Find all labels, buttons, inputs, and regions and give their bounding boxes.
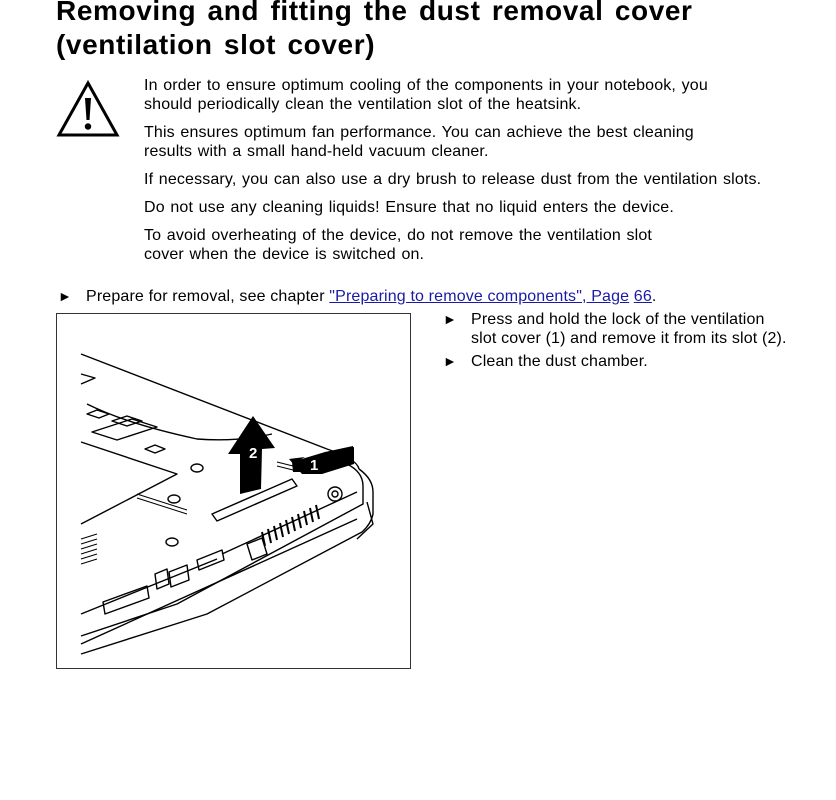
page-link[interactable]: 66 [633,288,652,305]
callout-2: 2 [249,445,258,462]
bullet-arrow-icon: ► [58,288,73,304]
callout-1: 1 [310,457,319,474]
title-line-2: (ventilation slot cover) [56,29,376,60]
warning-paragraph: Do not use any cleaning liquids! Ensure that no liquid enters the device. [144,199,674,216]
bullet-arrow-icon: ► [443,353,458,369]
warning-paragraph: To avoid overheating of the device, do not remove the ventilation slot cover when the device is switched on. [144,227,653,263]
step-press-lock: ► Press and hold the lock of the ventilation slot cover (1) and remove it from its slot (2). [443,311,787,347]
warning-paragraph: In order to ensure optimum cooling of the components in your notebook, you should periodically clean the ventilation slot of the heatsink. [144,77,708,113]
warning-triangle-icon [56,80,120,138]
warning-paragraph: This ensures optimum fan performance. You can achieve the best cleaning results with a small hand-held vacuum cleaner. [144,124,694,160]
warning-paragraph: If necessary, you can also use a dry brush to release dust from the ventilation slots. [144,171,762,188]
page-title [56,0,693,62]
notebook-underside-drawing [57,314,410,668]
bullet-arrow-icon: ► [443,311,458,327]
step-clean: ► Clean the dust chamber. [443,353,648,370]
chapter-link[interactable]: "Preparing to remove components", Page [329,288,630,305]
step-prepare: ► Prepare for removal, see chapter "Preparing to remove components", Page 66. [58,288,657,305]
notebook-illustration [56,313,411,669]
warning-notice [144,76,784,273]
title-line-1: Removing and fitting the dust removal cover [56,0,693,26]
